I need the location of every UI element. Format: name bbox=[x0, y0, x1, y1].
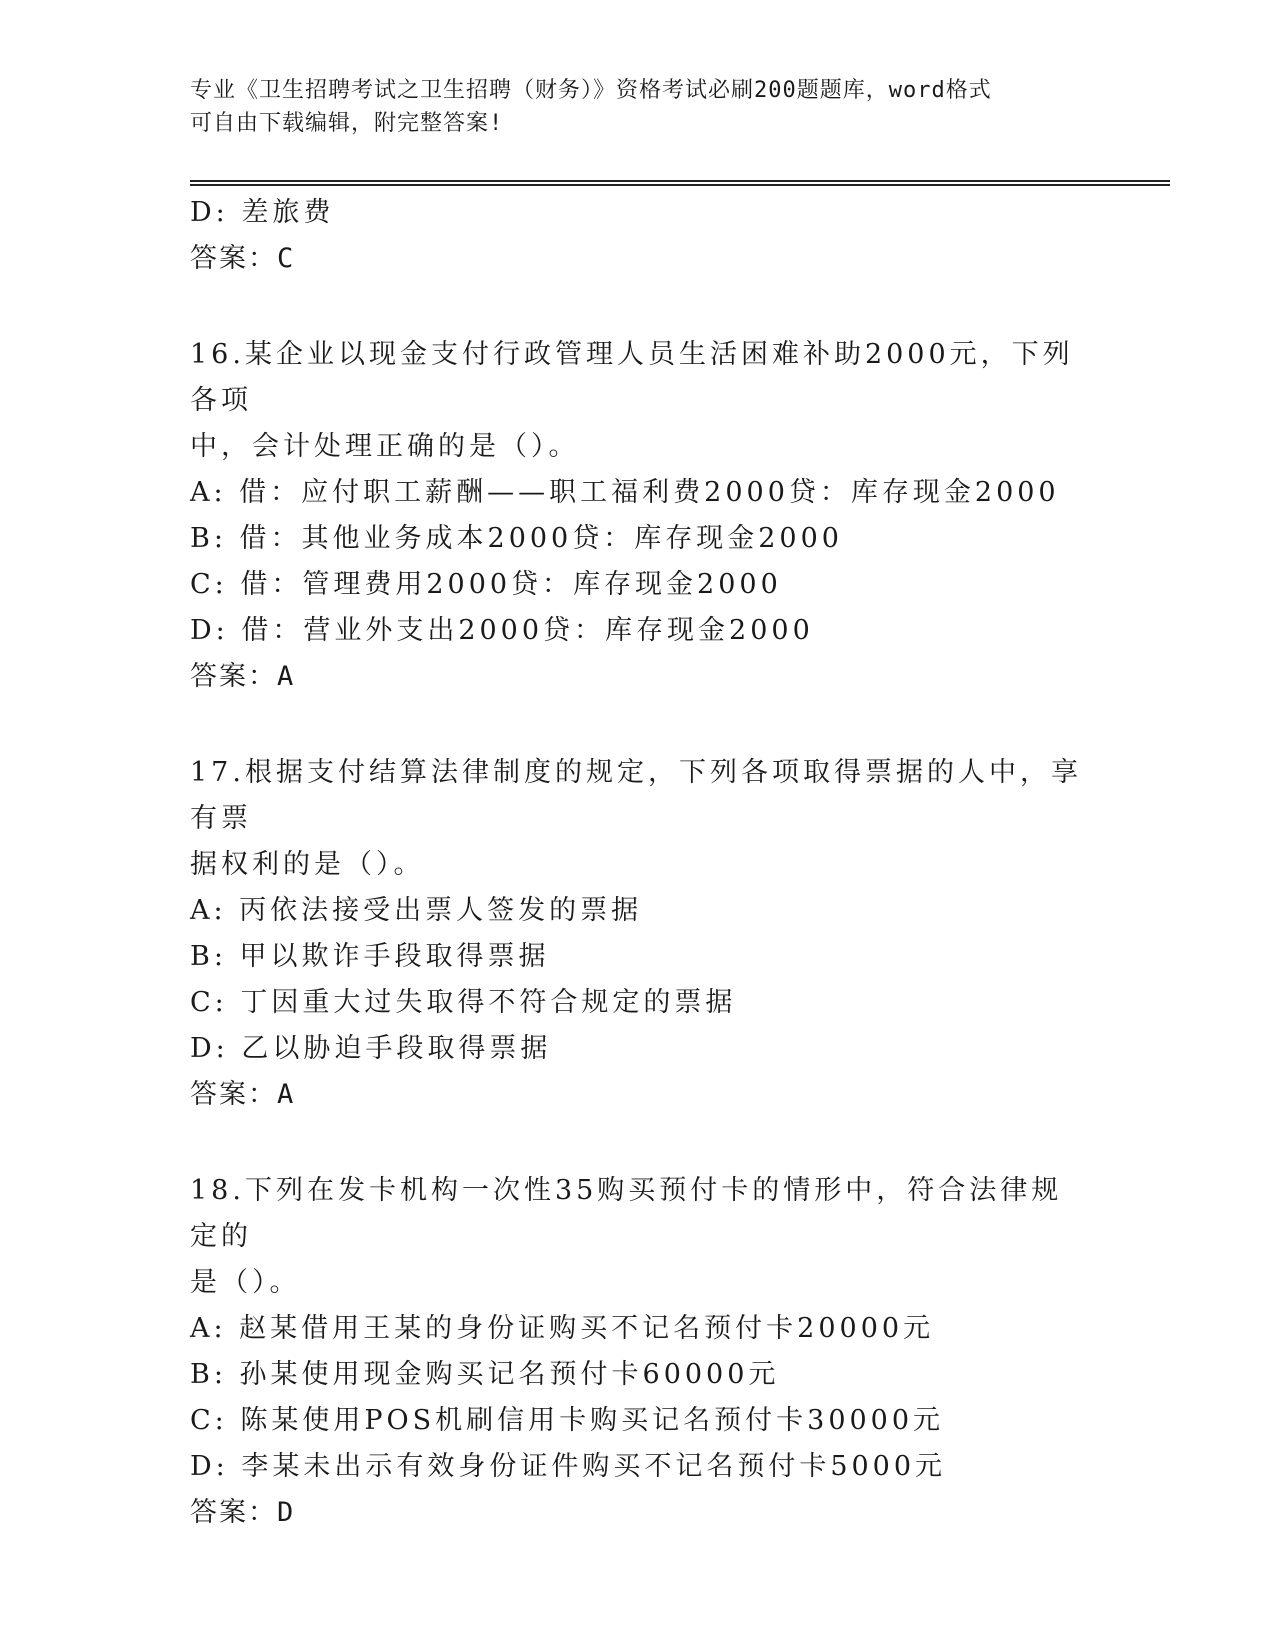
question-16 bbox=[190, 332, 1090, 700]
answer-line: 答案：D bbox=[190, 1497, 296, 1528]
option-d: D: 乙以胁迫手段取得票据 bbox=[190, 1033, 552, 1064]
option-a: A: 借：应付职工薪酬——职工福利费2000贷：库存现金2000 bbox=[190, 477, 1060, 508]
question-stem bbox=[190, 750, 1090, 888]
header-line-2: 可自由下载编辑，附完整答案! bbox=[190, 111, 504, 136]
option-a: A: 丙依法接受出票人签发的票据 bbox=[190, 895, 643, 926]
question-stem-line-1: 16.某企业以现金支付行政管理人员生活困难补助2000元，下列各项 bbox=[190, 339, 1074, 416]
header-divider-bottom bbox=[190, 184, 1170, 186]
option-c: C: 丁因重大过失取得不符合规定的票据 bbox=[190, 987, 737, 1018]
option-d: D: 借：营业外支出2000贷：库存现金2000 bbox=[190, 615, 814, 646]
option-b: B: 孙某使用现金购买记名预付卡60000元 bbox=[190, 1359, 780, 1390]
question-stem-line-1: 18.下列在发卡机构一次性35购买预付卡的情形中，符合法律规定的 bbox=[190, 1175, 1063, 1252]
option-d: D: 李某未出示有效身份证件购买不记名预付卡5000元 bbox=[190, 1451, 947, 1482]
question-stem-line-2: 是（）。 bbox=[190, 1267, 301, 1298]
answer-line: 答案：A bbox=[190, 1079, 296, 1110]
question-stem bbox=[190, 1168, 1090, 1306]
option-b: B: 借：其他业务成本2000贷：库存现金2000 bbox=[190, 523, 843, 554]
answer-line: 答案：C bbox=[190, 243, 296, 274]
document-body bbox=[190, 190, 1090, 1536]
question-stem-line-2: 中，会计处理正确的是（）。 bbox=[190, 431, 580, 462]
question-stem bbox=[190, 332, 1090, 470]
question-17 bbox=[190, 750, 1090, 1118]
option-d: D: 差旅费 bbox=[190, 197, 335, 228]
header-divider-top bbox=[190, 180, 1170, 182]
document-header bbox=[190, 74, 1090, 140]
question-stem-line-1: 17.根据支付结算法律制度的规定，下列各项取得票据的人中，享有票 bbox=[190, 757, 1082, 834]
option-a: A: 赵某借用王某的身份证购买不记名预付卡20000元 bbox=[190, 1313, 935, 1344]
option-c: C: 陈某使用POS机刷信用卡购买记名预付卡30000元 bbox=[190, 1405, 945, 1436]
question-stem-line-2: 据权利的是（）。 bbox=[190, 849, 425, 880]
previous-question-tail bbox=[190, 190, 1090, 282]
header-line-1: 专业《卫生招聘考试之卫生招聘（财务）》资格考试必刷200题题库，word格式 bbox=[190, 78, 992, 103]
question-18 bbox=[190, 1168, 1090, 1536]
answer-line: 答案：A bbox=[190, 661, 296, 692]
option-c: C: 借：管理费用2000贷：库存现金2000 bbox=[190, 569, 782, 600]
option-b: B: 甲以欺诈手段取得票据 bbox=[190, 941, 550, 972]
